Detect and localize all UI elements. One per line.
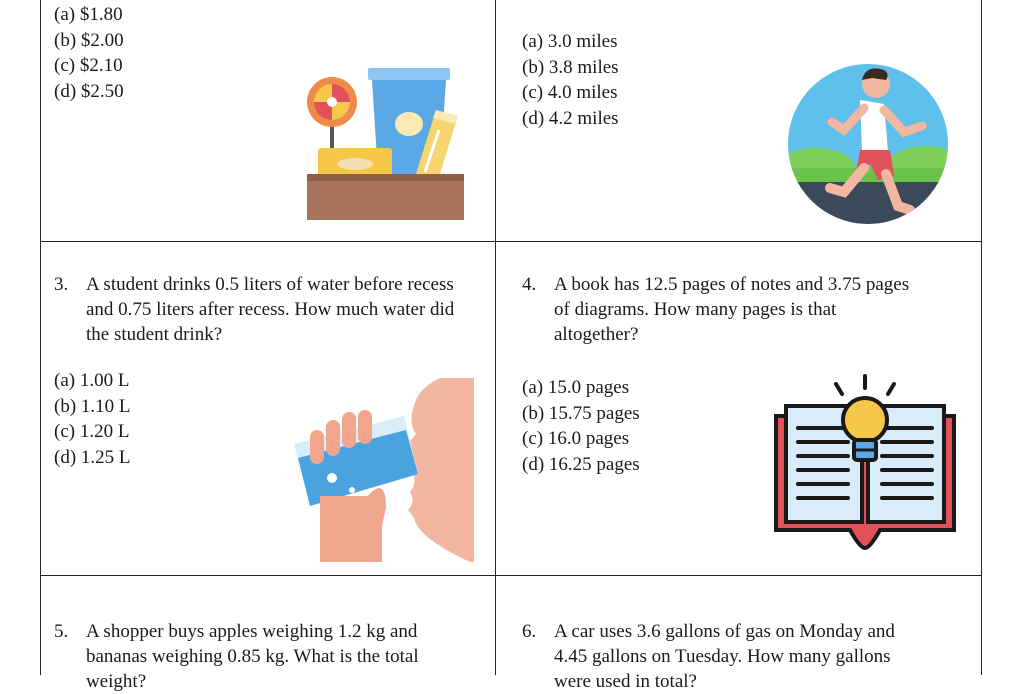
problem-number: 6. xyxy=(522,621,537,642)
option-c[interactable]: (c) 1.20 L xyxy=(54,421,130,443)
option-a[interactable]: (a) 15.0 pages xyxy=(522,377,630,398)
book-idea-icon xyxy=(770,372,960,554)
option-a[interactable]: (a) 3.0 miles xyxy=(522,31,618,52)
option-a[interactable]: (a) $1.80 xyxy=(54,4,123,25)
question-line: 4.45 gallons on Tuesday. How many gallons xyxy=(554,646,891,667)
question-line: A book has 12.5 pages of notes and 3.75 pages xyxy=(554,274,910,295)
drinking-water-icon xyxy=(290,378,474,562)
option-d[interactable]: (d) 16.25 pages xyxy=(522,453,640,475)
question-line: the student drink? xyxy=(86,324,223,345)
question-line: of diagrams. How many pages is that xyxy=(554,299,837,320)
problem-number: 3. xyxy=(54,274,69,295)
question-text xyxy=(86,619,419,694)
option-c[interactable]: (c) $2.10 xyxy=(54,55,123,77)
option-c[interactable]: (c) 16.0 pages xyxy=(522,428,630,450)
question-line: A shopper buys apples weighing 1.2 kg and xyxy=(86,621,418,642)
grid-row-divider-2 xyxy=(40,575,982,576)
grid-right-border xyxy=(981,0,982,675)
problem-3-options xyxy=(54,368,131,470)
question-text xyxy=(554,619,895,694)
option-d[interactable]: (d) 1.25 L xyxy=(54,446,131,468)
grid-left-border xyxy=(40,0,41,675)
question-line: and 0.75 liters after recess. How much water did xyxy=(86,299,455,320)
runner-icon xyxy=(786,60,950,226)
option-d[interactable]: (d) $2.50 xyxy=(54,80,124,102)
problem-4-options xyxy=(522,375,640,477)
option-b[interactable]: (b) 15.75 pages xyxy=(522,402,640,424)
question-line: were used in total? xyxy=(554,671,697,692)
question-text xyxy=(554,272,909,347)
question-line: weight? xyxy=(86,671,147,692)
option-b[interactable]: (b) $2.00 xyxy=(54,29,124,51)
question-text xyxy=(86,272,454,347)
question-line: A student drinks 0.5 liters of water before recess xyxy=(86,274,454,295)
question-line: bananas weighing 0.85 kg. What is the total xyxy=(86,646,419,667)
option-b[interactable]: (b) 1.10 L xyxy=(54,395,131,417)
option-c[interactable]: (c) 4.0 miles xyxy=(522,82,618,104)
snacks-box-icon xyxy=(300,62,470,224)
option-b[interactable]: (b) 3.8 miles xyxy=(522,56,619,78)
grid-row-divider-1 xyxy=(40,241,982,242)
grid-center-divider xyxy=(495,0,496,675)
problem-1-options xyxy=(54,2,124,104)
problem-2-options xyxy=(522,29,619,131)
option-a[interactable]: (a) 1.00 L xyxy=(54,370,130,391)
question-line: A car uses 3.6 gallons of gas on Monday and xyxy=(554,621,895,642)
question-line: altogether? xyxy=(554,324,639,345)
problem-number: 5. xyxy=(54,621,69,642)
problem-number: 4. xyxy=(522,274,537,295)
option-d[interactable]: (d) 4.2 miles xyxy=(522,107,619,129)
